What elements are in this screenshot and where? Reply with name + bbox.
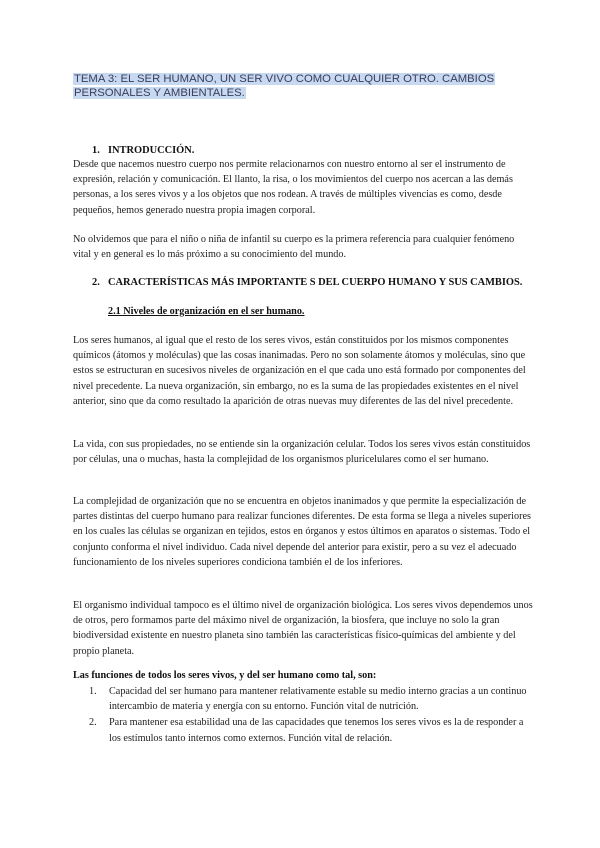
- functions-heading: Las funciones de todos los seres vivos, y del ser humano como tal, son:: [73, 670, 377, 681]
- subsection-2-1-heading: 2.1 Niveles de organización en el ser humano.: [108, 306, 305, 317]
- list-item: [89, 715, 535, 745]
- functions-list: [89, 684, 535, 747]
- list-item-marker: 1.: [89, 686, 97, 697]
- section-1-title: INTRODUCCIÓN.: [108, 145, 195, 156]
- title-highlight: TEMA 3: EL SER HUMANO, UN SER VIVO COMO CUALQUIER OTRO. CAMBIOS PERSONALES Y AMBIENTALES.: [74, 73, 495, 99]
- document-title: [73, 72, 543, 100]
- intro-paragraph-1: Desde que nacemos nuestro cuerpo nos permite relacionarnos con nuestro entorno al ser el instrumento de expresión, relación y comunicación. El llanto, la risa, o los movimientos del cuerpo nos acercan a las demás personas, a los seres vivos y a los objetos que nos rodean. A través de múltiples vivencias es como, desde pequeños, hemos generado nuestra propia imagen corporal.: [73, 159, 513, 216]
- section-2-paragraph-4: El organismo individual tampoco es el último nivel de organización biológica. Los seres vivos dependemos unos de otros, pero formamos parte del máximo nivel de organización, la biosfera, que incluye no solo la gran biodiversidad existente en nuestro planeta sino también las características físico-químicas del ambiente y del propio planeta.: [73, 600, 533, 657]
- list-item: [89, 684, 535, 714]
- section-2-paragraph-2: La vida, con sus propiedades, no se entiende sin la organización celular. Todos los seres vivos están constituidos por células, una o muchas, hasta la complejidad de los organismos pluricelulares como el ser humano.: [73, 439, 531, 466]
- section-1-heading: [92, 143, 194, 158]
- intro-paragraph-2: No olvidemos que para el niño o niña de infantil su cuerpo es la primera referencia para cualquier fenómeno vital y en general es lo más próximo a su conocimiento del mundo.: [73, 234, 515, 261]
- section-2-paragraph-1: Los seres humanos, al igual que el resto de los seres vivos, están constituidos por los mismos componentes químicos (átomos y moléculas) que las cosas inanimadas. Pero no son solamente átomos y moléculas, sino que estos se estructuran en sucesivos niveles de organización en el que cada uno está formado por componentes del nivel precedente. La nueva organización, sin embargo, no es la suma de las propiedades existentes en el nivel anterior, sino que da como resultado la aparición de otras nuevas muy diferentes de las del nivel precedente.: [73, 335, 526, 407]
- section-2-paragraph-3: La complejidad de organización que no se encuentra en objetos inanimados y que permite la especialización de partes distintas del cuerpo humano para realizar funciones diferentes. De esta forma se llega a niveles superiores en los cuales las células se organizan en tejidos, estos en órganos y estos últimos en aparatos o sistemas. Todo el conjunto conforma el nivel individuo. Cada nivel depende del anterior para existir, pero a su vez el adecuado funcionamiento de los niveles superiores condiciona también el de los inferiores.: [73, 496, 531, 568]
- section-2-number: 2.: [92, 277, 100, 288]
- section-2-heading: [92, 275, 532, 290]
- list-item-text: Para mantener esa estabilidad una de las capacidades que tenemos los seres vivos es la de responder a los estímulos tanto internos como externos. Función vital de relación.: [109, 717, 524, 744]
- list-item-text: Capacidad del ser humano para mantener relativamente estable su medio interno gracias a un continuo intercambio de materia y energía con su entorno. Función vital de nutrición.: [109, 686, 527, 713]
- section-2-title: CARACTERÍSTICAS MÁS IMPORTANTE S DEL CUERPO HUMANO Y SUS CAMBIOS.: [108, 277, 523, 288]
- list-item-marker: 2.: [89, 717, 97, 729]
- section-1-number: 1.: [92, 145, 100, 156]
